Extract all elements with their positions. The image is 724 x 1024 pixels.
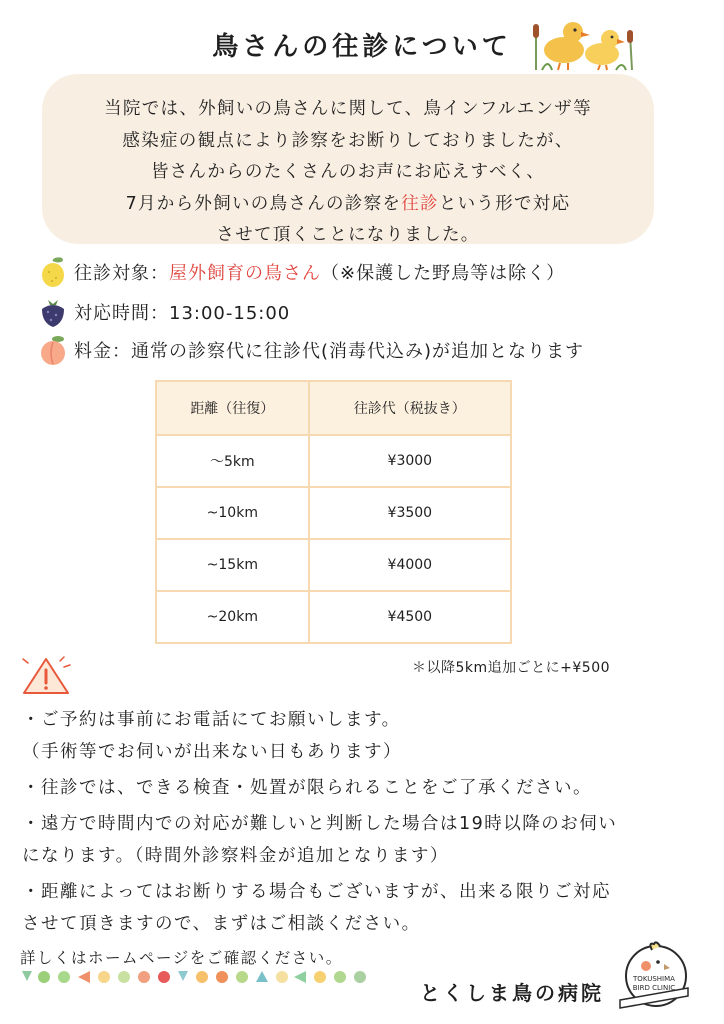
target-label: 往診対象： bbox=[74, 263, 169, 284]
warning-icon bbox=[20, 653, 74, 697]
intro-line: 当院では、外飼いの鳥さんに関して、鳥インフルエンザ等 bbox=[104, 99, 592, 119]
duckling-icon bbox=[585, 30, 625, 70]
fee-table bbox=[155, 380, 512, 644]
logo-text-top: TOKUSHIMA bbox=[633, 975, 675, 983]
intro-line: させて頂くことになりました。 bbox=[216, 225, 480, 245]
highlight-house-call: 往診 bbox=[401, 193, 439, 214]
intro-message-box bbox=[42, 74, 654, 244]
page-title: 鳥さんの往診について bbox=[212, 32, 512, 62]
homepage-note: 詳しくはホームページをご確認ください。 bbox=[20, 949, 343, 967]
price-cell: ¥4000 bbox=[309, 539, 511, 591]
info-fee bbox=[36, 333, 584, 367]
table-row bbox=[156, 539, 511, 591]
note-item: （手術等でお伺いが出来ない日もあります） bbox=[22, 742, 402, 762]
table-header-row bbox=[156, 381, 511, 435]
price-cell: ¥3500 bbox=[309, 487, 511, 539]
info-hours bbox=[36, 295, 290, 329]
column-header: 往診代（税抜き） bbox=[309, 381, 511, 435]
intro-line bbox=[52, 189, 644, 221]
note-item: ・遠方で時間内での対応が難しいと判断した場合は19時以降のお伺い bbox=[22, 814, 618, 834]
table-row bbox=[156, 487, 511, 539]
price-cell: ¥3000 bbox=[309, 435, 511, 487]
logo-text-bottom: BIRD CLINIC bbox=[632, 984, 676, 992]
berry-icon bbox=[36, 295, 70, 329]
notes-list bbox=[22, 704, 702, 940]
intro-line: 感染症の観点により診察をお断りしておりましたが、 bbox=[122, 130, 574, 151]
intro-line: 皆さんからのたくさんのお声にお応えすべく、 bbox=[150, 162, 546, 182]
duckling-icon bbox=[544, 22, 590, 70]
clinic-name: とくしま鳥の病院 bbox=[420, 981, 604, 1005]
note-item: ・往診では、できる検査・処置が限られることをご了承ください。 bbox=[22, 778, 592, 798]
note-item: になります。（時間外診察料金が追加となります） bbox=[22, 846, 449, 866]
intro-text: という形で対応 bbox=[438, 193, 571, 214]
note-item: ・距離によってはお断りする場合もございますが、出来る限りご対応 bbox=[22, 882, 611, 902]
hours-text: 対応時間：13:00-15:00 bbox=[74, 303, 291, 324]
distance-cell: ~20km bbox=[156, 591, 309, 643]
target-note: （※保護した野鳥等は除く） bbox=[321, 263, 566, 284]
distance-cell: ~10km bbox=[156, 487, 309, 539]
lemon-icon bbox=[36, 255, 70, 289]
distance-cell: ~15km bbox=[156, 539, 309, 591]
table-row bbox=[156, 435, 511, 487]
note-item: させて頂きますので、まずはご相談ください。 bbox=[22, 914, 421, 934]
intro-text: 7月から外飼いの鳥さんの診察を bbox=[125, 193, 402, 214]
price-cell: ¥4500 bbox=[309, 591, 511, 643]
ducklings-illustration bbox=[528, 14, 638, 72]
peach-icon bbox=[36, 333, 70, 367]
info-target bbox=[36, 255, 565, 289]
distance-cell: ～5km bbox=[156, 435, 309, 487]
fee-text: 料金：通常の診察代に往診代(消毒代込み)が追加となります bbox=[74, 341, 585, 362]
cockatiel-logo bbox=[614, 940, 694, 1010]
table-row bbox=[156, 591, 511, 643]
extra-distance-note: ＊以降5km追加ごとに+¥500 bbox=[412, 660, 611, 676]
note-item: ・ご予約は事前にお電話にてお願いします。 bbox=[22, 710, 401, 730]
column-header: 距離（往復） bbox=[156, 381, 309, 435]
decorative-dots bbox=[20, 968, 380, 986]
target-value: 屋外飼育の鳥さん bbox=[169, 263, 321, 284]
